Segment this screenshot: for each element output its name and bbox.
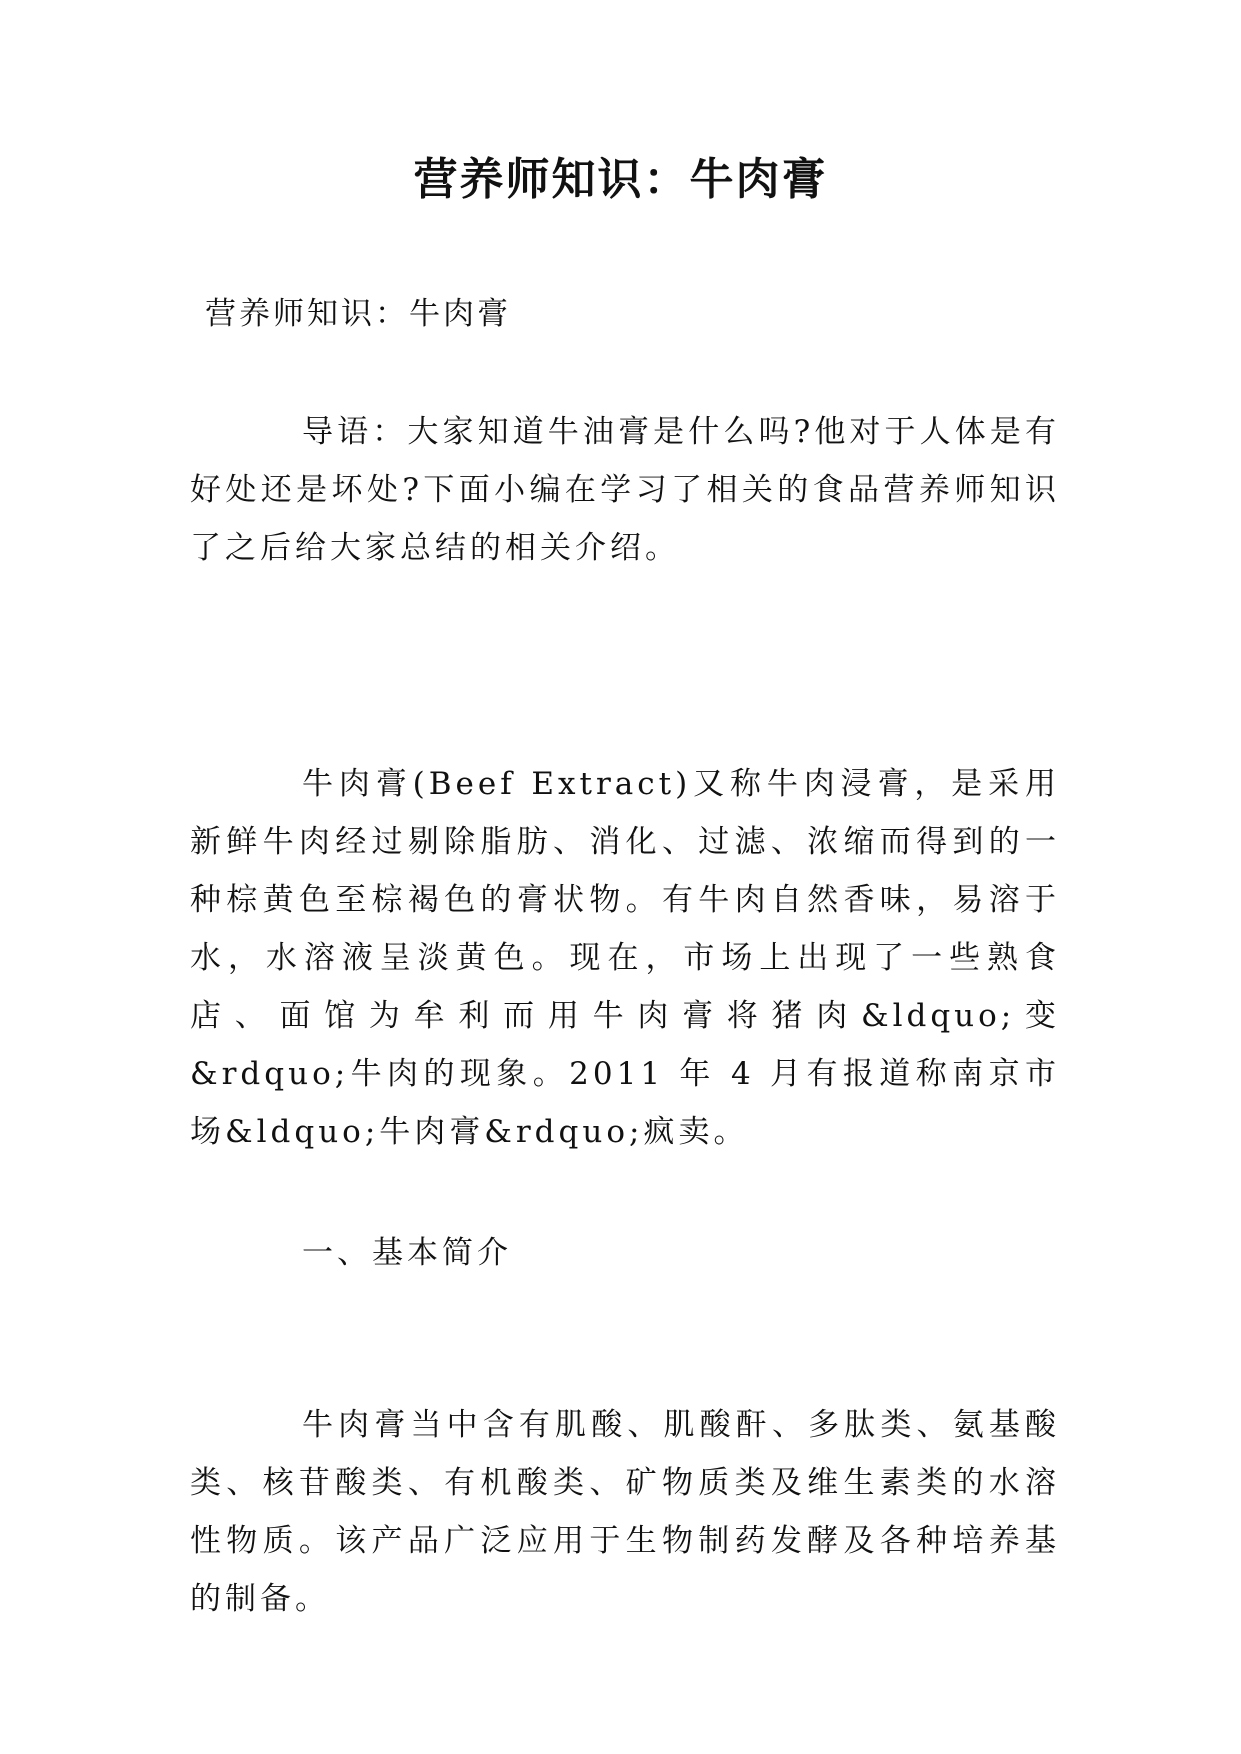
section-heading: 一、基本简介	[302, 1235, 512, 1271]
intro-paragraph: 导语：大家知道牛油膏是什么吗?他对于人体是有好处还是坏处?下面小编在学习了相关的食品营养师知识了之后给大家总结的相关介绍。	[190, 414, 1060, 566]
definition-paragraph: 牛肉膏(Beef Extract)又称牛肉浸膏，是采用新鲜牛肉经过剔除脂肪、消化、过滤、浓缩而得到的一种棕黄色至棕褐色的膏状物。有牛肉自然香味，易溶于水，水溶液呈淡黄色。现在，市场上出现了一些熟食店、面馆为牟利而用牛肉膏将猪肉&ldquo;变&rdquo;牛肉的现象。2011 年 4 月有报道称南京市场&ldquo;牛肉膏&rdquo;疯卖。	[190, 766, 1060, 1150]
document-subtitle: 营养师知识：牛肉膏	[205, 296, 511, 332]
document-title: 营养师知识：牛肉膏	[413, 154, 828, 205]
content-paragraph: 牛肉膏当中含有肌酸、肌酸酐、多肽类、氨基酸类、核苷酸类、有机酸类、矿物质类及维生素类的水溶性物质。该产品广泛应用于生物制药发酵及各种培养基的制备。	[190, 1407, 1060, 1617]
